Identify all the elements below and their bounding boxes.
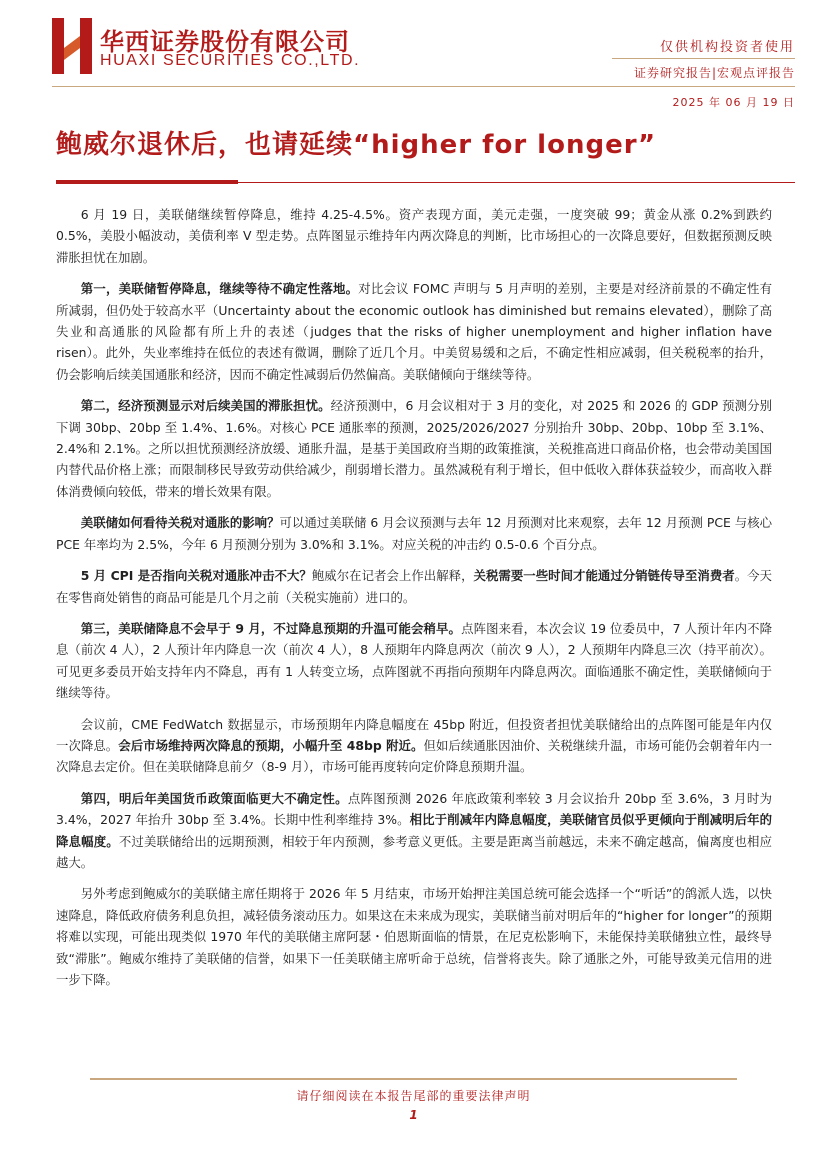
paragraph-tail: 但如后续通胀因油价、关税继续升温，市场可能仍会朝着年内一次降息去定价。但在美联储降息前夕（8-9 月），市场可能再度转向定价降息预期升温。: [56, 737, 773, 775]
usage-note: 仅供机构投资者使用: [659, 40, 795, 55]
paragraph-emphasis: 关税需要一些时间才能通过分销链传导至消费者: [473, 568, 735, 584]
paragraph: [56, 204, 772, 268]
paragraph-lead: 第四，明后年美国货币政策面临更大不确定性。: [80, 790, 348, 806]
paragraph-text: 可以通过美联储 6 月会议预测与去年 12 月预测对比来观察，去年 12 月预测 PCE 与核心 PCE 年率均为 2.5%，今年 6 月预测分别为 3.0%和 3.1%。对应关税的冲击约 0.5-0.6 个百分点。: [56, 515, 773, 552]
paragraph: [56, 278, 772, 385]
paragraph-text: 经济预测中，6 月会议相对于 3 月的变化，对 2025 和 2026 的 GDP 预测分别下调 30bp、20bp 至 1.4%、1.6%。对核心 PCE 通胀率的预测，2025/2026/2027 分别抬升 30bp、20bp、10bp 至 3.1%、2.4%和 2.1%。之所以担忧预测经济放缓、通胀升温，是基于美国政府当期的政策推演，关税推高进口商品价格，也会带动美国国内替代品价格上涨；而限制移民导致劳动供给减少，削弱增长潜力。虽然减税有利于增长，但中低收入群体获益较少，而高收入群体消费倾向较低，带来的增长效果有限。: [56, 398, 772, 499]
paragraph-text: 另外考虑到鲍威尔的美联储主席任期将于 2026 年 5 月结束，市场开始押注美国总统可能会选择一个“听话”的鸽派人选，以快速降息，降低政府债务利息负担，减轻债务滚动压力。如果这在未来成为现实，美联储当前对明后年的“higher for longer”的预期将难以实现，可能出现类似 1970 年代的美联储主席阿瑟・伯恩斯面临的情景，在尼克松影响下，未能保持美联储独立性，最终导致“滞胀”。鲍威尔维持了美联储的信誉，如果下一任美联储主席听命于总统，信誉将丧失。除了通胀之外，可能导致美元信用的进一步下降。: [56, 886, 772, 987]
paragraph: [56, 883, 772, 990]
paragraph-lead: 第二，经济预测显示对后续美国的滞胀担忧。: [80, 398, 331, 414]
page-number: 1: [409, 1108, 418, 1122]
title-accent-bar: [56, 180, 238, 184]
paragraph-tail: 。今天在零售商处销售的商品可能是几个月之前（关税实施前）进口的。: [56, 568, 772, 605]
brand-name-cn: 华西证券股份有限公司: [100, 27, 350, 56]
paragraph-text: 6 月 19 日，美联储继续暂停降息，维持 4.25-4.5%。资产表现方面，美元走强，一度突破 99；黄金从涨 0.2%到跌约 0.5%，美股小幅波动，美债利率 V 型走势。点阵图显示维持年内两次降息的判断，比市场担心的一次降息要好，但数据预测反映滞胀担忧在加剧。: [56, 207, 772, 265]
paragraph-tail: 不过美联储给出的远期预测，相较于年内预测，参考意义更低。主要是距离当前越远，未来不确定越高，偏离度也相应越大。: [56, 833, 773, 870]
paragraph: [56, 512, 772, 555]
paragraph: [56, 788, 772, 874]
page-title: 鲍威尔退休后，也请延续“higher for longer”: [56, 130, 657, 160]
brand-name-en: HUAXI SECURITIES CO.,LTD.: [100, 52, 361, 69]
paragraph-emphasis: 会后市场维持两次降息的预期，小幅升至 48bp 附近。: [118, 737, 424, 753]
report-body: [56, 204, 772, 1000]
footer-rule: [90, 1078, 737, 1080]
paragraph-lead: 美联储如何看待关税对通胀的影响？: [80, 515, 280, 531]
paragraph: [56, 565, 772, 608]
report-type: 证券研究报告|宏观点评报告: [633, 66, 795, 80]
paragraph-text: 对比会议 FOMC 声明与 5 月声明的差别，主要是对经济前景的不确定性有所减弱，但仍处于较高水平（Uncertainty about the economic outlook has diminished but remains elevated），删除了高失业和高通胀的风险都有所上升的表述（judges that the risks of higher unemployment and higher inflation have risen）。此外，失业率维持在低位的表述有微调，删除了近几个月。中美贸易缓和之后，不确定性相应减弱，但关税税率的抬升，仍会影响后续美国通胀和经济，因而不确定性减弱后仍然偏高。美联储倾向于继续等待。: [56, 281, 772, 382]
paragraph-lead: 第三，美联储降息不会早于 9 月，不过降息预期的升温可能会稍早。: [80, 620, 462, 636]
paragraph-text: 点阵图预测 2026 年底政策利率较 3 月会议抬升 20bp 至 3.6%，3 月时为 3.4%，2027 年抬升 30bp 至 3.4%。长期中性利率维持 3%。: [56, 790, 772, 828]
report-date: 2025 年 06 月 19 日: [672, 96, 795, 109]
title-underline: [238, 182, 795, 183]
paragraph: [56, 395, 772, 502]
header-rule-1: [612, 58, 795, 59]
paragraph: [56, 714, 772, 778]
paragraph-lead: 5 月 CPI 是否指向关税对通胀冲击不大？: [80, 568, 312, 584]
paragraph-text: 点阵图来看，本次会议 19 位委员中，7 人预计年内不降息（前次 4 人），2 人预计年内降息一次（前次 4 人），8 人预期年内降息两次（前次 9 人），2 人预期年内降息三次（持平前次）。可见更多委员开始支持年内不降息，再有 1 人转变立场，点阵图就不再指向预期年内降息两次。面临通胀不确定性，美联储倾向于继续等待。: [56, 620, 773, 701]
report-header: [0, 0, 827, 90]
header-rule-2: [52, 86, 795, 87]
paragraph: [56, 618, 772, 704]
huaxi-logo-icon: [52, 18, 92, 74]
paragraph-emphasis: 相比于削减年内降息幅度，美联储官员似乎更倾向于削减明后年的降息幅度。: [56, 812, 773, 849]
paragraph-text: 会议前，CME FedWatch 数据显示，市场预期年内降息幅度在 45bp 附近，但投资者担忧美联储给出的点阵图可能是年内仅一次降息。: [56, 716, 772, 753]
legal-notice-link[interactable]: 请仔细阅读在本报告尾部的重要法律声明: [296, 1089, 531, 1103]
paragraph-text: 鲍威尔在记者会上作出解释，: [311, 568, 474, 584]
paragraph-lead: 第一，美联储暂停降息，继续等待不确定性落地。: [80, 281, 359, 297]
